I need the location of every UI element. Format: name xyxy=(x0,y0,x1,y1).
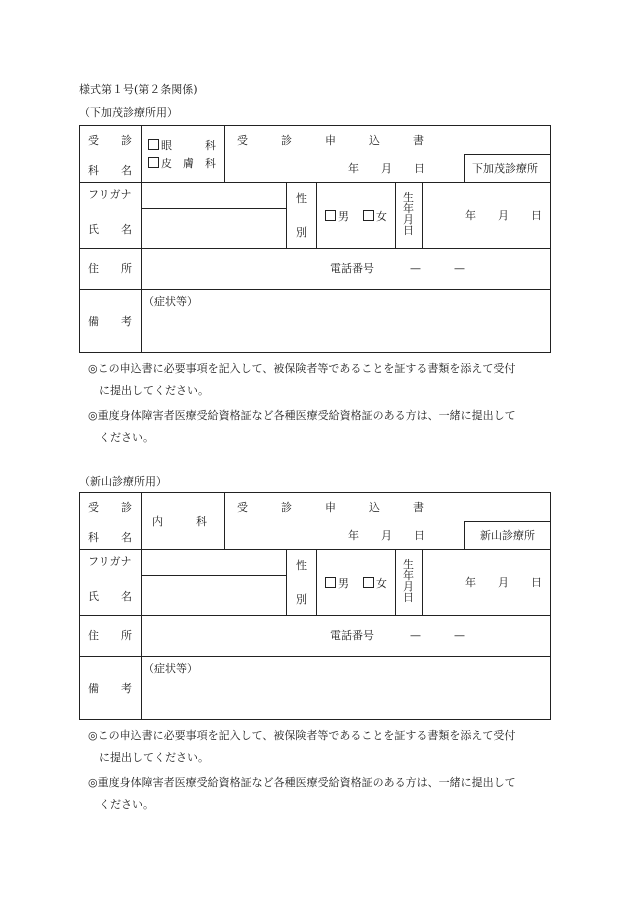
checkbox-icon[interactable] xyxy=(325,210,336,221)
application-title: 受 診 申 込 書 xyxy=(237,134,424,147)
name-label: 氏 名 xyxy=(88,223,132,236)
note-2: ◎重度身体障害者医療受給資格証など各種医療受給資格証のある方は、一緒に提出して ください。 xyxy=(88,776,516,811)
clinic-label-niiyama: （新山診療所用） xyxy=(79,475,167,488)
form-title: 様式第１号(第２条関係) xyxy=(79,83,198,96)
furigana-label: フリガナ xyxy=(88,555,132,568)
clinic-name: 新山診療所 xyxy=(480,529,535,542)
dept-label: 受 診 xyxy=(88,501,132,514)
symptoms-label: （症状等） xyxy=(143,295,198,308)
application-form-niiyama xyxy=(79,492,551,720)
phone-label: 電話番号 xyxy=(330,629,374,642)
note-1: ◎この申込書に必要事項を記入して、被保険者等であることを証する書類を添えて受付 に提出してください。 xyxy=(88,729,516,764)
dept-label: 科 名 xyxy=(88,164,132,177)
birth-label: 生 年 月 日 xyxy=(403,558,414,604)
birth-label: 生 年 月 日 xyxy=(403,191,414,237)
phone-format[interactable]: — — xyxy=(410,262,465,275)
clinic-label-shimokamo: （下加茂診療所用） xyxy=(79,106,178,119)
application-date[interactable]: 年 月 日 xyxy=(348,162,425,175)
address-label: 住 所 xyxy=(88,262,132,275)
remarks-label: 備 考 xyxy=(88,682,132,695)
sex-label: 性 xyxy=(296,192,307,205)
sex-option-male[interactable]: 男 xyxy=(325,210,349,222)
sex-label: 別 xyxy=(296,593,307,606)
note-1: ◎この申込書に必要事項を記入して、被保険者等であることを証する書類を添えて受付 に提出してください。 xyxy=(88,362,516,397)
sex-option-female[interactable]: 女 xyxy=(363,577,387,589)
phone-label: 電話番号 xyxy=(330,262,374,275)
checkbox-icon[interactable] xyxy=(325,577,336,588)
address-label: 住 所 xyxy=(88,629,132,642)
application-form-shimokamo xyxy=(79,125,551,353)
checkbox-icon[interactable] xyxy=(363,210,374,221)
application-title: 受 診 申 込 書 xyxy=(237,501,424,514)
application-date[interactable]: 年 月 日 xyxy=(348,529,425,542)
sex-label: 性 xyxy=(296,559,307,572)
checkbox-icon[interactable] xyxy=(148,139,159,150)
sex-option-female[interactable]: 女 xyxy=(363,210,387,222)
symptoms-label: （症状等） xyxy=(143,662,198,675)
remarks-label: 備 考 xyxy=(88,315,132,328)
dept-label: 科 名 xyxy=(88,531,132,544)
note-2: ◎重度身体障害者医療受給資格証など各種医療受給資格証のある方は、一緒に提出して ください。 xyxy=(88,409,516,444)
birth-date[interactable]: 年 月 日 xyxy=(465,209,542,222)
checkbox-icon[interactable] xyxy=(148,157,159,168)
name-label: 氏 名 xyxy=(88,590,132,603)
dept-internal-medicine: 内 科 xyxy=(152,515,207,528)
clinic-name: 下加茂診療所 xyxy=(472,162,538,175)
dept-option-ophthalmology[interactable]: 眼 科 xyxy=(148,139,216,151)
checkbox-icon[interactable] xyxy=(363,577,374,588)
phone-format[interactable]: — — xyxy=(410,629,465,642)
sex-label: 別 xyxy=(296,226,307,239)
furigana-label: フリガナ xyxy=(88,188,132,201)
birth-date[interactable]: 年 月 日 xyxy=(465,576,542,589)
dept-label: 受 診 xyxy=(88,134,132,147)
dept-option-dermatology[interactable]: 皮 膚 科 xyxy=(148,157,216,169)
sex-option-male[interactable]: 男 xyxy=(325,577,349,589)
